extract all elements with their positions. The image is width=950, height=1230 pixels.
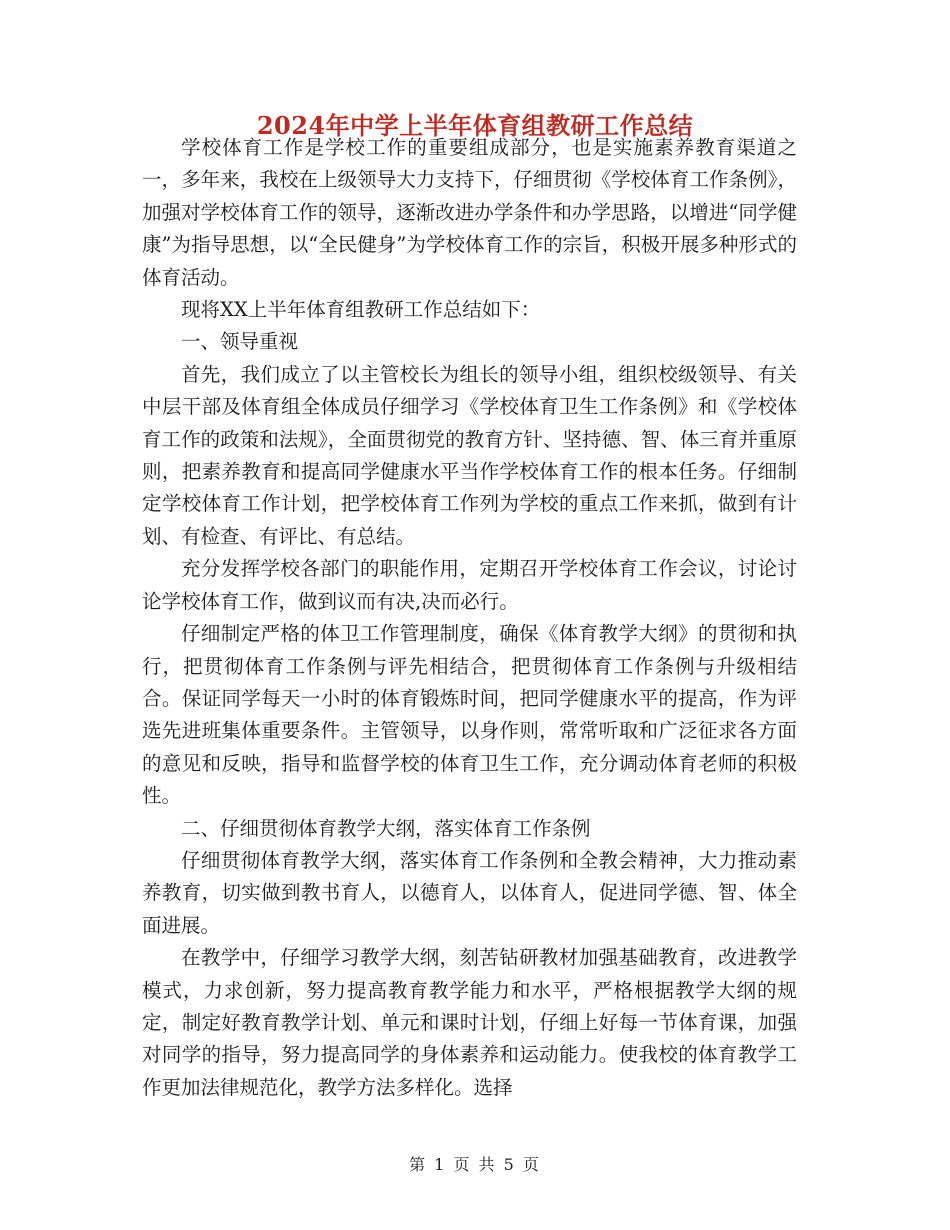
section-heading: 二、仔细贯彻体育教学大纲，落实体育工作条例 (181, 816, 591, 840)
paragraph: 学校体育工作是学校工作的重要组成部分，也是实施素养教育渠道之一，多年来，我校在上级领导大力支持下，仔细贯彻《学校体育工作条例》，加强对学校体育工作的领导，逐渐改进办学条件和办学思路，以增进“同学健康”为指导思想，以“全民健身”为学校体育工作的宗旨，积极开展多种形式的体育活动。 (142, 136, 797, 289)
paragraph: 仔细制定严格的体卫工作管理制度，确保《体育教学大纲》的贯彻和执行，把贯彻体育工作条例与评先相结合，把贯彻体育工作条例与升级相结合。保证同学每天一小时的体育锻炼时间，把同学健康水平的提高，作为评选先进班集体重要条件。主管领导，以身作则，常常听取和广泛征求各方面的意见和反映，指导和监督学校的体育卫生工作，充分调动体育老师的积极性。 (142, 622, 797, 808)
document-title: 2024年中学上半年体育组教研工作总结 (256, 111, 694, 140)
paragraph: 现将XX上半年体育组教研工作总结如下： (181, 298, 541, 322)
document-body (142, 132, 797, 1104)
paragraph: 首先，我们成立了以主管校长为组长的领导小组，组织校级领导、有关中层干部及体育组全体成员仔细学习《学校体育卫生工作条例》和《学校体育工作的政策和法规》，全面贯彻党的教育方针、坚持德、智、体三育并重原则，把素养教育和提高同学健康水平当作学校体育工作的根本任务。仔细制定学校体育工作计划，把学校体育工作列为学校的重点工作来抓，做到有计划、有检查、有评比、有总结。 (142, 362, 797, 548)
section-heading: 一、领导重视 (181, 330, 299, 354)
paragraph: 在教学中，仔细学习教学大纲，刻苦钻研教材加强基础教育，改进教学模式，力求创新，努力提高教育教学能力和水平，严格根据教学大纲的规定，制定好教育教学计划、单元和课时计划，仔细上好每一节体育课，加强对同学的指导，努力提高同学的身体素养和运动能力。使我校的体育教学工作更加法律规范化，教学方法多样化。选择 (142, 946, 797, 1099)
page-footer: 第 1 页 共 5 页 (409, 1155, 541, 1174)
paragraph: 仔细贯彻体育教学大纲，落实体育工作条例和全教会精神，大力推动素养教育，切实做到教书育人，以德育人，以体育人，促进同学德、智、体全面进展。 (142, 848, 797, 937)
paragraph: 充分发挥学校各部门的职能作用，定期召开学校体育工作会议，讨论讨论学校体育工作，做到议而有决,决而必行。 (142, 557, 797, 613)
